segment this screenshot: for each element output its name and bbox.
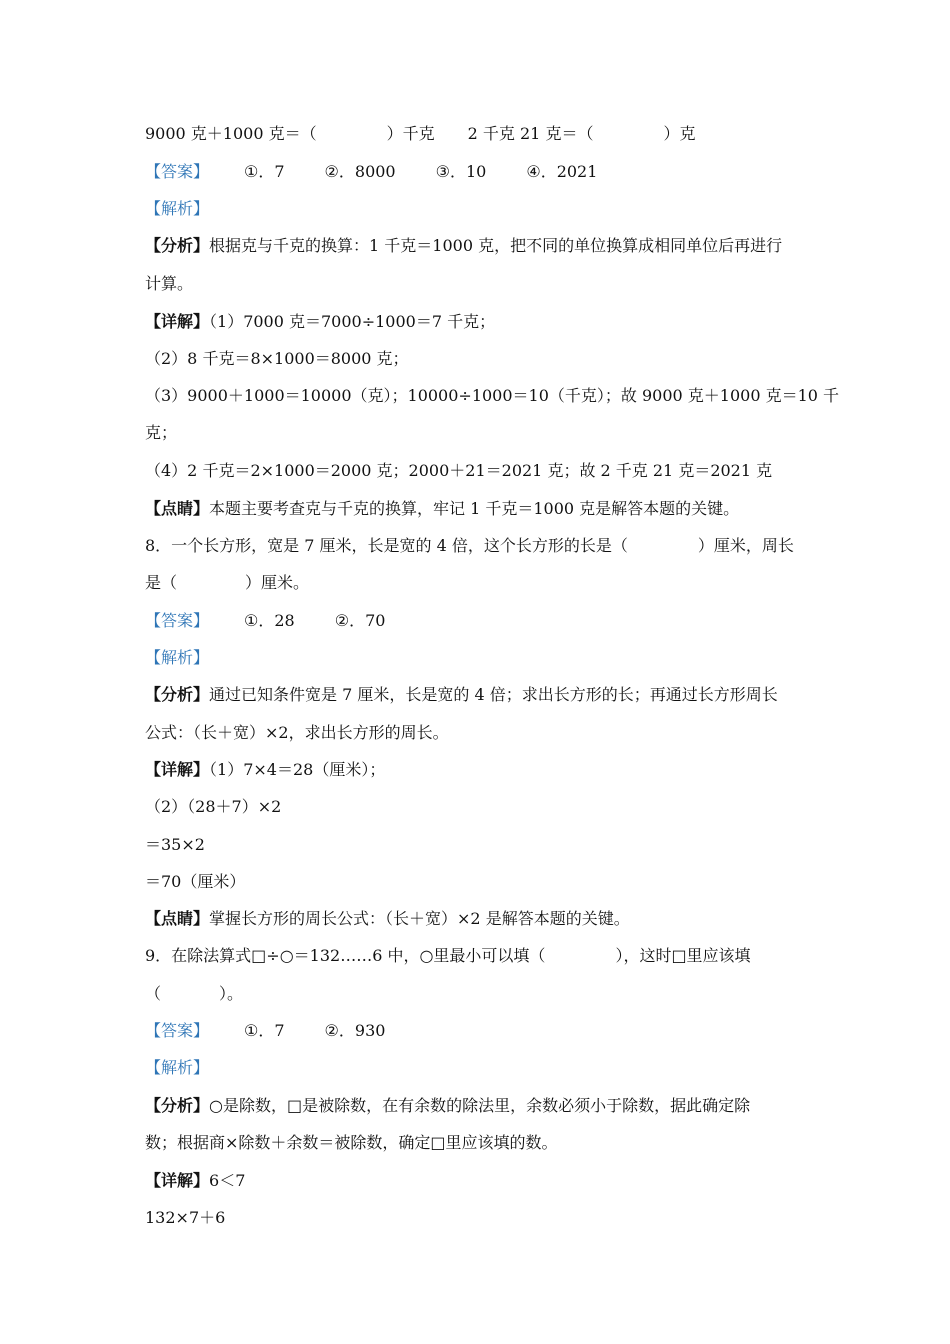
q8-fenxi [145,685,778,705]
xiangjie-text: （4）2 千克＝2×1000＝2000 克；2000＋21＝2021 克；故 2 千克 21 克＝2021 克 [145,461,773,480]
q9-fenxi [145,1096,750,1116]
fenxi-text: 数；根据商×除数＋余数＝被除数，确定□里应该填的数。 [145,1133,558,1152]
q9-stem-text: ）。 [219,984,244,1003]
q8-stem-line1 [145,536,794,556]
q7-part3-right: ）千克 [386,124,435,143]
xiangjie-text: ＝35×2 [145,835,205,854]
fenxi-text: 通过已知条件宽是 7 厘米，长是宽的 4 倍；求出长方形的长；再通过长方形周长 [209,685,778,704]
dianjing-label: 【点睛】 [145,499,210,518]
xiangjie-text: 132×7＋6 [145,1208,226,1227]
q7-answer-line [145,162,597,182]
q9-xiangjie [145,1171,245,1191]
answer-item: ①．7 [244,162,285,181]
xiangjie-text: 克； [145,423,178,442]
analysis-label: 【解析】 [145,1058,210,1077]
dianjing-text: 本题主要考查克与千克的换算，牢记 1 千克＝1000 克是解答本题的关键。 [209,499,740,518]
xiangjie-label: 【详解】 [145,312,210,331]
q9-stem-line2 [145,984,243,1004]
answer-label: 【答案】 [145,611,210,630]
dianjing-text: 掌握长方形的周长公式：（长＋宽）×2 是解答本题的关键。 [209,909,630,928]
fenxi-label: 【分析】 [145,685,210,704]
fenxi-label: 【分析】 [145,1096,210,1115]
q8-stem-text: ）厘米，周长 [697,536,794,555]
q8-xiangjie [145,760,385,780]
q8-stem-line2 [145,573,309,593]
fenxi-text: 计算。 [145,274,194,293]
q9-stem-text: 9．在除法算式□÷○＝132……6 中，○里最小可以填（ [145,946,546,965]
xiangjie-text: （2）8 千克＝8×1000＝8000 克； [145,349,409,368]
answer-item: ①．7 [244,1021,285,1040]
q7-part4-left: 2 千克 21 克＝（ [467,124,594,143]
q8-stem-text: 是（ [145,573,178,592]
q7-xiangjie [145,312,495,332]
q7-part3-left: 9000 克＋1000 克＝（ [145,124,317,143]
q7-dianjing [145,499,739,519]
xiangjie-text: 6＜7 [209,1171,246,1190]
q8-dianjing [145,909,630,929]
answer-item: ①．28 [244,611,295,630]
q9-stem-text: （ [145,984,162,1003]
answer-item: ③．10 [435,162,487,181]
xiangjie-text: （2）（28＋7）×2 [145,797,282,816]
answer-label: 【答案】 [145,162,210,181]
fenxi-text: 公式：（长＋宽）×2，求出长方形的周长。 [145,723,449,742]
answer-item: ②．930 [324,1021,386,1040]
q8-stem-text: ）厘米。 [245,573,310,592]
fenxi-label: 【分析】 [145,236,210,255]
q8-stem-text: 8．一个长方形，宽是 7 厘米，长是宽的 4 倍，这个长方形的长是（ [145,536,628,555]
xiangjie-label: 【详解】 [145,1171,210,1190]
q7-fenxi [145,236,782,256]
q7-fill-line [145,124,695,144]
analysis-label: 【解析】 [145,648,210,667]
q9-stem-text: ），这时□里应该填 [615,946,751,965]
q9-answer-line [145,1021,385,1041]
xiangjie-text: （1）7000 克＝7000÷1000＝7 千克； [209,312,496,331]
dianjing-label: 【点睛】 [145,909,210,928]
xiangjie-text: （1）7×4＝28（厘米）； [209,760,386,779]
answer-item: ②．8000 [324,162,396,181]
fenxi-text: 根据克与千克的换算：1 千克＝1000 克，把不同的单位换算成相同单位后再进行 [209,236,783,255]
xiangjie-text: （3）9000＋1000＝10000（克）；10000÷1000＝10（千克）；故 9000 克＋1000 克＝10 千 [145,386,840,405]
answer-item: ②．70 [334,611,386,630]
answer-label: 【答案】 [145,1021,210,1040]
q7-part4-right: ）克 [663,124,696,143]
xiangjie-label: 【详解】 [145,760,210,779]
q8-answer-line [145,611,385,631]
fenxi-text: ○是除数，□是被除数，在有余数的除法里，余数必须小于除数，据此确定除 [209,1096,751,1115]
analysis-label: 【解析】 [145,199,210,218]
answer-item: ④．2021 [526,162,598,181]
q9-stem-line1 [145,946,751,966]
xiangjie-text: ＝70（厘米） [145,872,246,891]
